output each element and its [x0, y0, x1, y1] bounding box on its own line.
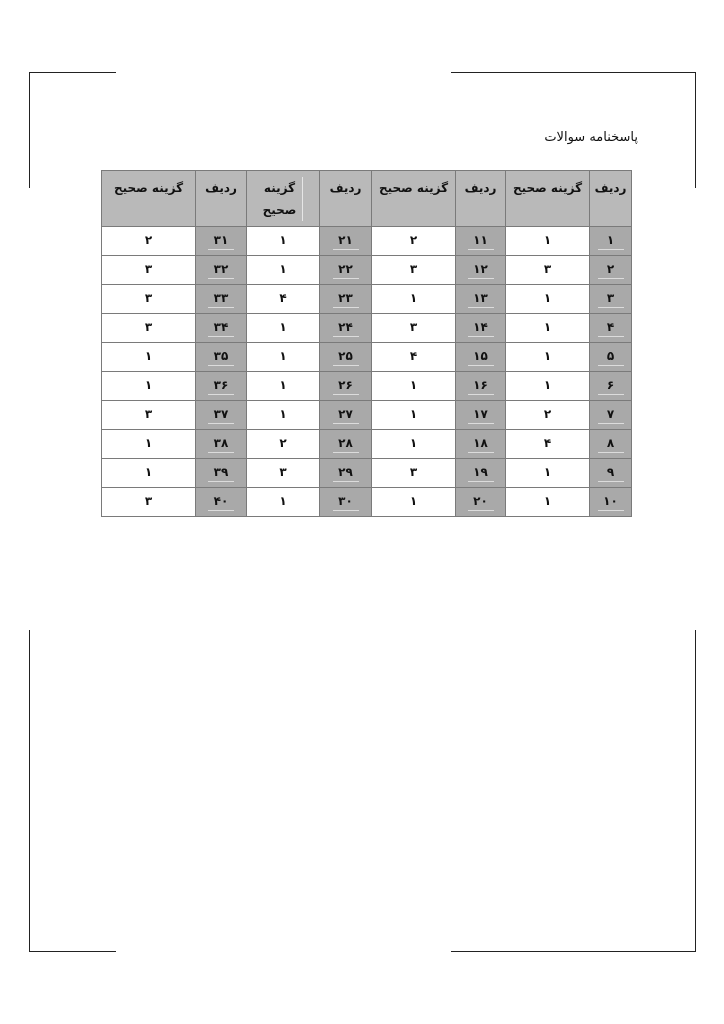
correct-option: ۱ — [409, 291, 418, 305]
frame-left-lower-line — [29, 630, 30, 952]
correct-option: ۱ — [279, 494, 287, 508]
question-number-cell — [196, 343, 247, 372]
correct-option-cell — [247, 459, 320, 488]
question-number: ۲۲ — [333, 262, 359, 279]
correct-option-cell — [102, 227, 196, 256]
question-number: ۱۱ — [468, 233, 494, 250]
correct-option-cell — [102, 314, 196, 343]
table-row — [102, 285, 632, 314]
question-number-cell — [320, 430, 372, 459]
correct-option: ۱ — [409, 494, 418, 508]
frame-left-upper-line — [29, 72, 30, 188]
question-number: ۱۲ — [468, 262, 494, 279]
header-row-number — [196, 171, 247, 227]
table-row — [102, 430, 632, 459]
correct-option: ۳ — [144, 494, 153, 508]
header-correct-option — [247, 171, 320, 227]
correct-option-cell — [247, 343, 320, 372]
question-number-cell — [320, 488, 372, 517]
correct-option: ۳ — [144, 262, 153, 276]
correct-option: ۴ — [543, 436, 552, 450]
question-number: ۳۵ — [208, 349, 234, 366]
correct-option: ۱ — [279, 378, 287, 392]
header-row-number — [456, 171, 506, 227]
correct-option-cell — [372, 256, 456, 285]
frame-top-right-line — [451, 72, 696, 73]
correct-option: ۳ — [409, 465, 418, 479]
question-number: ۳۲ — [208, 262, 234, 279]
correct-option-cell — [102, 285, 196, 314]
correct-option-cell — [372, 285, 456, 314]
correct-option-cell — [102, 401, 196, 430]
question-number: ۱۰ — [598, 494, 624, 511]
correct-option-cell — [372, 430, 456, 459]
correct-option-cell — [247, 256, 320, 285]
correct-option-cell — [372, 227, 456, 256]
question-number-cell — [590, 343, 632, 372]
correct-option-cell — [372, 401, 456, 430]
question-number: ۱۹ — [468, 465, 494, 482]
question-number: ۲۳ — [333, 291, 359, 308]
question-number-cell — [196, 256, 247, 285]
header-row-number — [590, 171, 632, 227]
question-number: ۱۳ — [468, 291, 494, 308]
question-number-cell — [320, 285, 372, 314]
question-number-cell — [456, 314, 506, 343]
correct-option-cell — [372, 488, 456, 517]
correct-option-cell — [506, 459, 590, 488]
question-number: ۲۱ — [333, 233, 359, 250]
correct-option: ۱ — [279, 262, 287, 276]
correct-option: ۳ — [409, 320, 418, 334]
correct-option: ۱ — [144, 465, 153, 479]
correct-option-cell — [102, 459, 196, 488]
question-number: ۳۱ — [208, 233, 234, 250]
table-body — [102, 227, 632, 517]
question-number-cell — [320, 227, 372, 256]
table-row — [102, 488, 632, 517]
frame-top-left-line — [29, 72, 116, 73]
correct-option-cell — [372, 459, 456, 488]
correct-option-cell — [506, 256, 590, 285]
question-number-cell — [196, 227, 247, 256]
question-number: ۱۴ — [468, 320, 494, 337]
question-number-cell — [590, 488, 632, 517]
correct-option-cell — [506, 488, 590, 517]
correct-option-cell — [506, 343, 590, 372]
question-number: ۲۸ — [333, 436, 359, 453]
correct-option: ۳ — [279, 465, 287, 479]
question-number: ۲۶ — [333, 378, 359, 395]
correct-option-cell — [247, 372, 320, 401]
header-label: ردیف — [329, 181, 362, 195]
question-number: ۱۶ — [468, 378, 494, 395]
correct-option: ۳ — [144, 320, 153, 334]
header-correct-option — [102, 171, 196, 227]
question-number: ۲۰ — [468, 494, 494, 511]
correct-option: ۲ — [144, 233, 153, 247]
question-number: ۵ — [598, 349, 624, 366]
correct-option-cell — [506, 227, 590, 256]
correct-option: ۳ — [409, 262, 418, 276]
correct-option-cell — [247, 285, 320, 314]
question-number: ۳ — [598, 291, 624, 308]
question-number: ۶ — [598, 378, 624, 395]
question-number-cell — [590, 227, 632, 256]
correct-option-cell — [247, 430, 320, 459]
question-number-cell — [320, 372, 372, 401]
question-number-cell — [320, 459, 372, 488]
correct-option-cell — [372, 314, 456, 343]
correct-option: ۲ — [543, 407, 552, 421]
header-label: گزینه صحیح — [263, 177, 304, 221]
correct-option: ۱ — [409, 436, 418, 450]
question-number: ۹ — [598, 465, 624, 482]
question-number: ۱۸ — [468, 436, 494, 453]
correct-option: ۱ — [543, 291, 552, 305]
correct-option-cell — [102, 488, 196, 517]
question-number-cell — [456, 488, 506, 517]
correct-option: ۱ — [144, 436, 153, 450]
question-number: ۱۷ — [468, 407, 494, 424]
header-label: گزینه صحیح — [113, 181, 184, 195]
question-number: ۳۷ — [208, 407, 234, 424]
correct-option: ۱ — [279, 320, 287, 334]
question-number-cell — [196, 401, 247, 430]
header-label: ردیف — [464, 181, 497, 195]
correct-option: ۳ — [144, 291, 153, 305]
question-number-cell — [456, 430, 506, 459]
correct-option: ۱ — [279, 349, 287, 363]
question-number: ۳۸ — [208, 436, 234, 453]
page-title: پاسخنامه سوالات — [544, 130, 638, 145]
correct-option-cell — [247, 314, 320, 343]
question-number-cell — [320, 343, 372, 372]
correct-option-cell — [102, 372, 196, 401]
question-number: ۲۴ — [333, 320, 359, 337]
table-row — [102, 256, 632, 285]
question-number-cell — [196, 488, 247, 517]
question-number-cell — [196, 285, 247, 314]
question-number-cell — [196, 372, 247, 401]
correct-option: ۱ — [543, 349, 552, 363]
header-label: گزینه صحیح — [512, 181, 583, 195]
correct-option: ۱ — [543, 320, 552, 334]
question-number: ۸ — [598, 436, 624, 453]
question-number-cell — [196, 459, 247, 488]
table-row — [102, 314, 632, 343]
question-number: ۲۷ — [333, 407, 359, 424]
correct-option: ۱ — [543, 465, 552, 479]
question-number: ۴ — [598, 320, 624, 337]
correct-option: ۱ — [543, 378, 552, 392]
correct-option: ۳ — [144, 407, 153, 421]
question-number-cell — [590, 372, 632, 401]
header-row-number — [320, 171, 372, 227]
frame-bottom-left-line — [29, 951, 116, 952]
table-header-row — [102, 171, 632, 227]
question-number: ۳۳ — [208, 291, 234, 308]
correct-option-cell — [247, 401, 320, 430]
correct-option: ۱ — [409, 407, 418, 421]
correct-option: ۱ — [279, 233, 287, 247]
table-row — [102, 227, 632, 256]
correct-option: ۴ — [409, 349, 418, 363]
correct-option: ۱ — [543, 494, 552, 508]
question-number: ۲۵ — [333, 349, 359, 366]
question-number: ۳۰ — [333, 494, 359, 511]
correct-option-cell — [372, 343, 456, 372]
question-number: ۳۶ — [208, 378, 234, 395]
question-number-cell — [456, 372, 506, 401]
correct-option: ۴ — [279, 291, 287, 305]
header-label: گزینه صحیح — [378, 181, 449, 195]
table-row — [102, 372, 632, 401]
frame-right-upper-line — [695, 72, 696, 188]
correct-option-cell — [372, 372, 456, 401]
correct-option-cell — [247, 227, 320, 256]
question-number-cell — [456, 459, 506, 488]
question-number-cell — [590, 430, 632, 459]
correct-option-cell — [506, 401, 590, 430]
correct-option-cell — [506, 285, 590, 314]
correct-option: ۳ — [543, 262, 552, 276]
question-number-cell — [590, 401, 632, 430]
header-correct-option — [372, 171, 456, 227]
answer-key-table — [101, 170, 632, 517]
question-number-cell — [456, 227, 506, 256]
correct-option-cell — [247, 488, 320, 517]
question-number-cell — [320, 256, 372, 285]
table-row — [102, 401, 632, 430]
question-number-cell — [196, 314, 247, 343]
correct-option-cell — [102, 430, 196, 459]
question-number-cell — [590, 256, 632, 285]
question-number: ۷ — [598, 407, 624, 424]
correct-option: ۱ — [279, 407, 287, 421]
frame-bottom-right-line — [451, 951, 696, 952]
header-correct-option — [506, 171, 590, 227]
header-label: ردیف — [205, 181, 237, 195]
question-number-cell — [456, 285, 506, 314]
question-number-cell — [456, 401, 506, 430]
question-number-cell — [456, 256, 506, 285]
table-row — [102, 343, 632, 372]
question-number-cell — [320, 401, 372, 430]
question-number-cell — [590, 285, 632, 314]
question-number: ۱ — [598, 233, 624, 250]
header-label: ردیف — [594, 181, 627, 195]
question-number: ۲۹ — [333, 465, 359, 482]
question-number: ۳۴ — [208, 320, 234, 337]
correct-option-cell — [102, 256, 196, 285]
correct-option: ۲ — [409, 233, 418, 247]
correct-option-cell — [506, 430, 590, 459]
correct-option: ۱ — [144, 378, 153, 392]
correct-option-cell — [102, 343, 196, 372]
frame-right-lower-line — [695, 630, 696, 952]
question-number-cell — [320, 314, 372, 343]
question-number-cell — [590, 459, 632, 488]
correct-option-cell — [506, 372, 590, 401]
correct-option: ۱ — [409, 378, 418, 392]
question-number: ۲ — [598, 262, 624, 279]
correct-option: ۱ — [144, 349, 153, 363]
correct-option: ۲ — [279, 436, 287, 450]
question-number-cell — [590, 314, 632, 343]
question-number: ۴۰ — [208, 494, 234, 511]
question-number-cell — [456, 343, 506, 372]
correct-option-cell — [506, 314, 590, 343]
question-number: ۳۹ — [208, 465, 234, 482]
question-number-cell — [196, 430, 247, 459]
correct-option: ۱ — [543, 233, 552, 247]
table-row — [102, 459, 632, 488]
question-number: ۱۵ — [468, 349, 494, 366]
